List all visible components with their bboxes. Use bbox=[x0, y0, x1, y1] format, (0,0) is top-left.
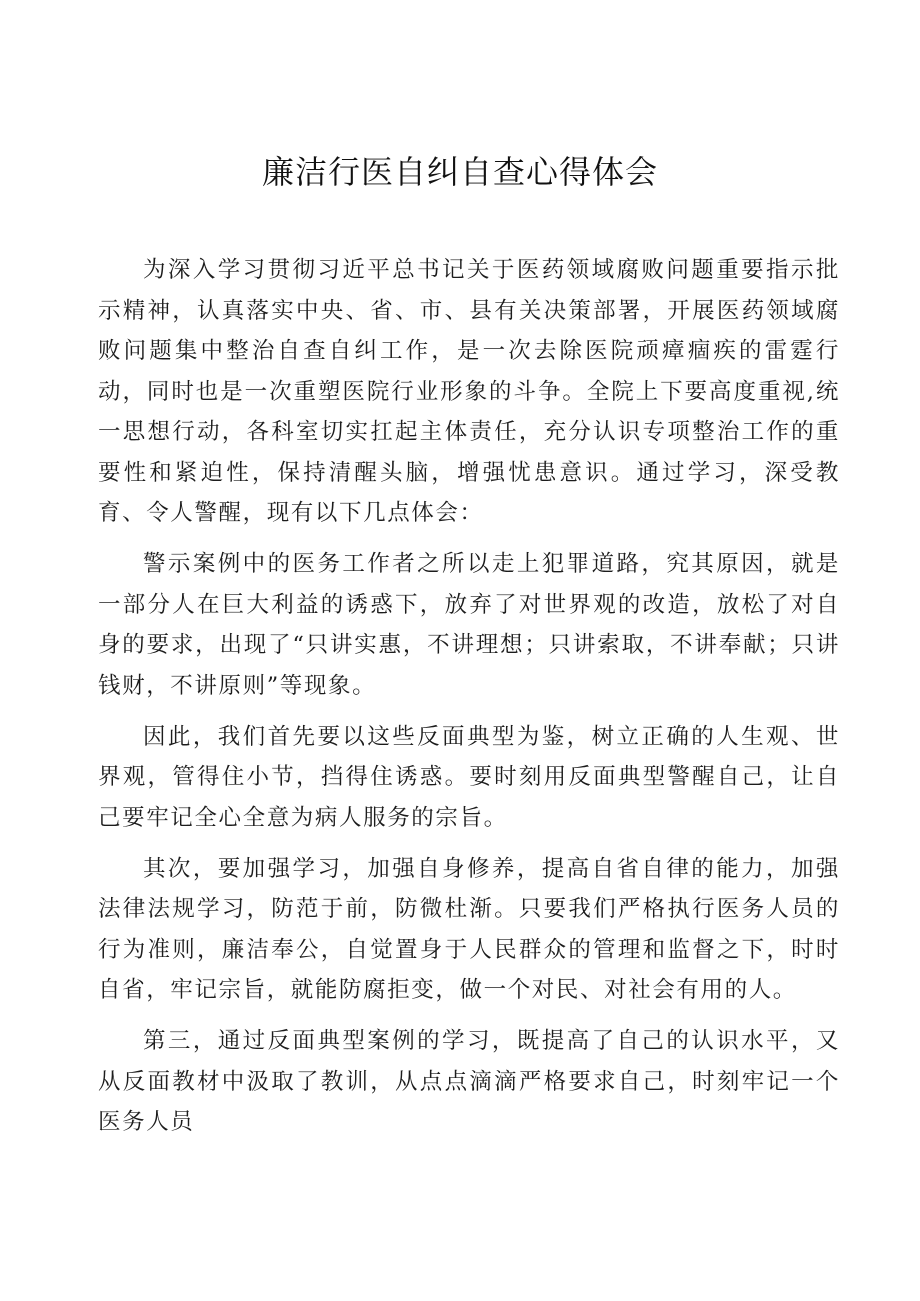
paragraph-second-point: 其次，要加强学习，加强自身修养，提高自省自律的能力，加强法律法规学习，防范于前，防微杜渐。只要我们严格执行医务人员的行为准则，廉洁奉公，自觉置身于人民群众的管理和监督之下，时时自省，牢记宗旨，就能防腐拒变，做一个对民、对社会有用的人。 bbox=[98, 855, 840, 1003]
document-body bbox=[98, 250, 840, 1153]
paragraph-first-point: 因此，我们首先要以这些反面典型为鉴，树立正确的人生观、世界观，管得住小节，挡得住诱惑。要时刻用反面典型警醒自己，让自己要牢记全心全意为病人服务的宗旨。 bbox=[98, 723, 840, 831]
paragraph-intro: 为深入学习贯彻习近平总书记关于医药领域腐败问题重要指示批示精神，认真落实中央、省、市、县有关决策部署，开展医药领域腐败问题集中整治自查自纠工作，是一次去除医院顽瘴痼疾的雷霆行动，同时也是一次重塑医院行业形象的斗争。全院上下要高度重视,统一思想行动，各科室切实扛起主体责任，充分认识专项整治工作的重要性和紧迫性，保持清醒头脑，增强忧患意识。通过学习，深受教育、令人警醒，现有以下几点体会： bbox=[98, 257, 840, 526]
document-title: 廉洁行医自纠自查心得体会 bbox=[261, 153, 658, 191]
paragraph-warning-cases: 警示案例中的医务工作者之所以走上犯罪道路，究其原因，就是一部分人在巨大利益的诱惑下，放弃了对世界观的改造，放松了对自身的要求，出现了“只讲实惠，不讲理想；只讲索取，不讲奉献；只讲钱财，不讲原则”等现象。 bbox=[98, 551, 840, 699]
paragraph-third-point: 第三，通过反面典型案例的学习，既提高了自己的认识水平，又从反面教材中汲取了教训，从点点滴滴严格要求自己，时刻牢记一个医务人员 bbox=[98, 1028, 840, 1135]
